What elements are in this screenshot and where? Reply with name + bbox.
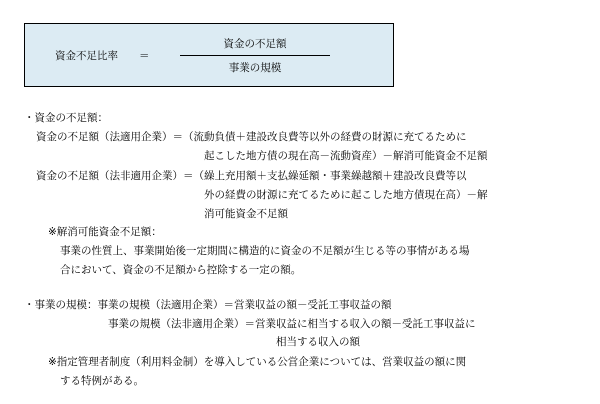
- formula-numerator: 資金の不足額: [223, 38, 287, 50]
- resolvable-note-line-1: 事業の性質上、事業開始後一定期間に構造的に資金の不足額が生じる等の事情がある場: [60, 245, 470, 257]
- scale-line-3: 相当する収入の額: [276, 336, 360, 348]
- formula-denominator: 事業の規模: [228, 62, 282, 74]
- designated-manager-note-line-2: する特例がある。: [60, 375, 144, 387]
- resolvable-note-heading: ※解消可能資金不足額：: [48, 226, 162, 238]
- shortfall-applied-line-2: 起こした地方債の現在高－流動資産）－解消可能資金不足額: [204, 150, 488, 162]
- shortfall-nonapplied-line-1: 資金の不足額（法非適用企業）＝（繰上充用額＋支払繰延額・事業繰越額＋建設改良費等以: [36, 170, 467, 182]
- shortfall-nonapplied-line-2: 外の経費の財源に充てるために起こした地方債現在高）－解: [204, 189, 488, 201]
- designated-manager-note-line-1: ※指定管理者制度（利用料金制）を導入している公営企業については、営業収益の額に関: [48, 356, 467, 368]
- formula-box: [24, 23, 394, 87]
- formula-equals: ＝: [139, 50, 150, 62]
- shortfall-heading: ・資金の不足額：: [24, 112, 108, 124]
- formula-lhs: 資金不足比率: [55, 50, 118, 62]
- shortfall-applied-line-1: 資金の不足額（法適用企業）＝（流動負債＋建設改良費等以外の経費の財源に充てるために: [36, 131, 467, 143]
- resolvable-note-line-2: 合において、資金の不足額から控除する一定の額。: [60, 264, 302, 276]
- scale-line-1: ・事業の規模：事業の規模（法適用企業）＝営業収益の額－受託工事収益の額: [24, 299, 392, 311]
- scale-line-2: 事業の規模（法非適用企業）＝営業収益に相当する収入の額－受託工事収益に: [108, 318, 476, 330]
- fraction-bar: [180, 55, 330, 56]
- shortfall-nonapplied-line-3: 消可能資金不足額: [204, 208, 288, 220]
